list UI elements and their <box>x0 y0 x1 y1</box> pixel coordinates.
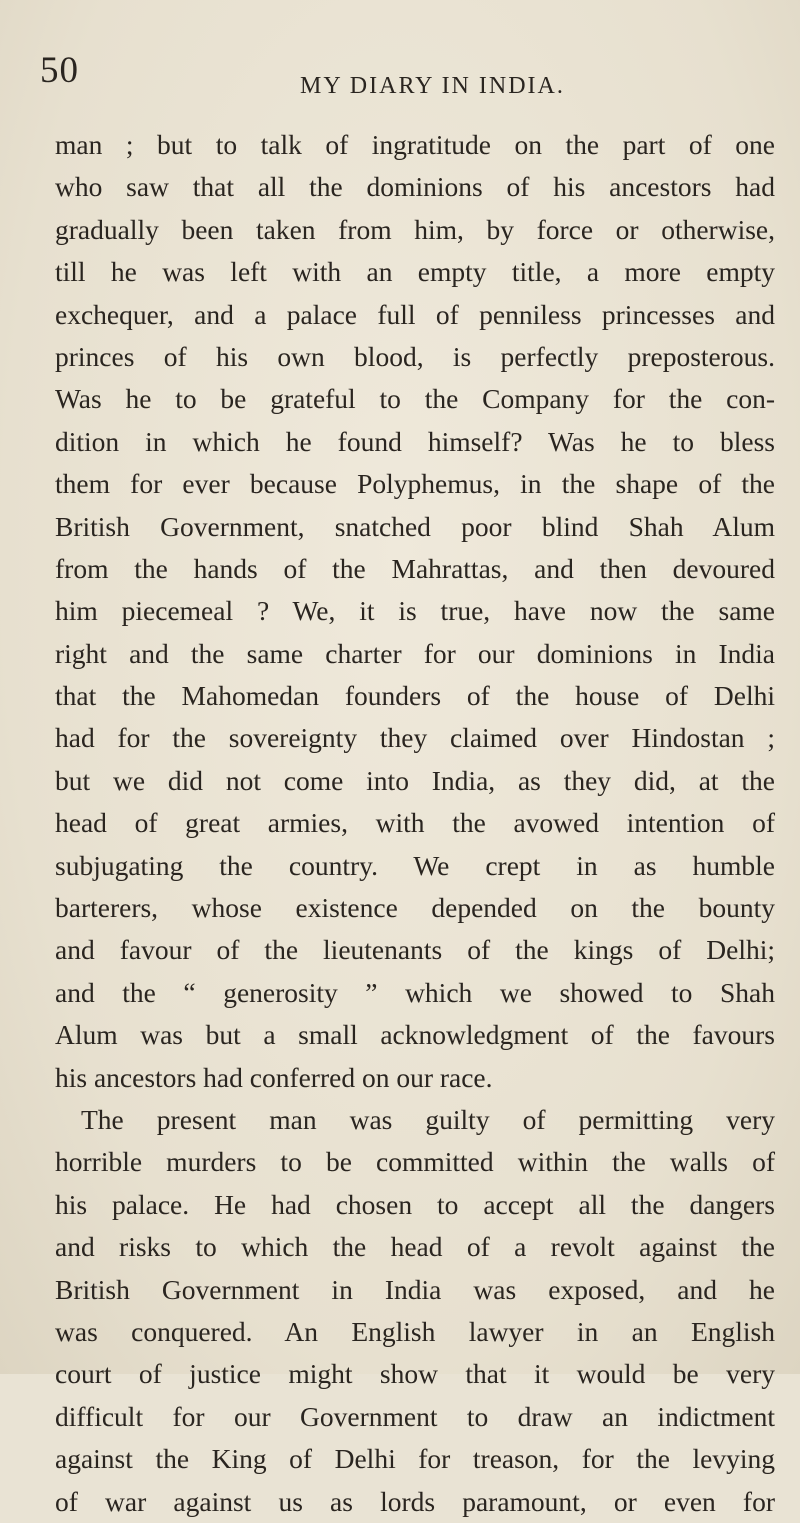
text-line: difficult for our Government to draw an indictment <box>55 1400 775 1432</box>
page-number: 50 <box>40 50 79 91</box>
text-line: Alum was but a small acknowledgment of the favours <box>55 1019 775 1051</box>
text-line: his ancestors had conferred on our race. <box>55 1061 493 1093</box>
text-line: that the Mahomedan founders of the house of Delhi <box>55 680 775 712</box>
text-line: from the hands of the Mahrattas, and then devoured <box>55 552 775 584</box>
text-line: but we did not come into India, as they did, at the <box>55 764 775 796</box>
text-line: and the “ generosity ” which we showed to Shah <box>55 976 775 1008</box>
text-line: court of justice might show that it would be very <box>55 1358 775 1390</box>
text-line: The present man was guilty of permitting very <box>81 1103 775 1135</box>
text-line: dition in which he found himself? Was he to bless <box>55 425 775 457</box>
text-line: of war against us as lords paramount, or even for <box>55 1485 775 1517</box>
text-line: princes of his own blood, is perfectly preposterous. <box>55 340 775 372</box>
text-line: against the King of Delhi for treason, for the levying <box>55 1443 775 1475</box>
text-line: his palace. He had chosen to accept all the dangers <box>55 1188 775 1220</box>
body-text <box>55 124 775 1523</box>
text-line: British Government, snatched poor blind Shah Alum <box>55 510 775 542</box>
text-line: them for ever because Polyphemus, in the shape of the <box>55 468 775 500</box>
text-line: head of great armies, with the avowed intention of <box>55 807 775 839</box>
text-line: British Government in India was exposed, and he <box>55 1273 775 1305</box>
text-line: horrible murders to be committed within the walls of <box>55 1146 775 1178</box>
text-line: right and the same charter for our dominions in India <box>55 637 775 669</box>
text-line: him piecemeal ? We, it is true, have now the same <box>55 595 775 627</box>
text-line: who saw that all the dominions of his ancestors had <box>55 171 775 203</box>
text-line: was conquered. An English lawyer in an English <box>55 1315 775 1347</box>
text-line: had for the sovereignty they claimed over Hindostan ; <box>55 722 775 754</box>
text-line: exchequer, and a palace full of penniless princesses and <box>55 298 775 330</box>
text-line: Was he to be grateful to the Company for the con- <box>55 383 775 415</box>
text-line: gradually been taken from him, by force or otherwise, <box>55 213 775 245</box>
running-title: MY DIARY IN INDIA. <box>300 73 565 99</box>
text-line: and risks to which the head of a revolt against the <box>55 1231 775 1263</box>
text-line: and favour of the lieutenants of the kings of Delhi; <box>55 934 775 966</box>
text-line: subjugating the country. We crept in as humble <box>55 849 775 881</box>
text-line: man ; but to talk of ingratitude on the part of one <box>55 129 775 160</box>
text-line: till he was left with an empty title, a more empty <box>55 256 775 288</box>
text-line: barterers, whose existence depended on the bounty <box>55 892 775 924</box>
